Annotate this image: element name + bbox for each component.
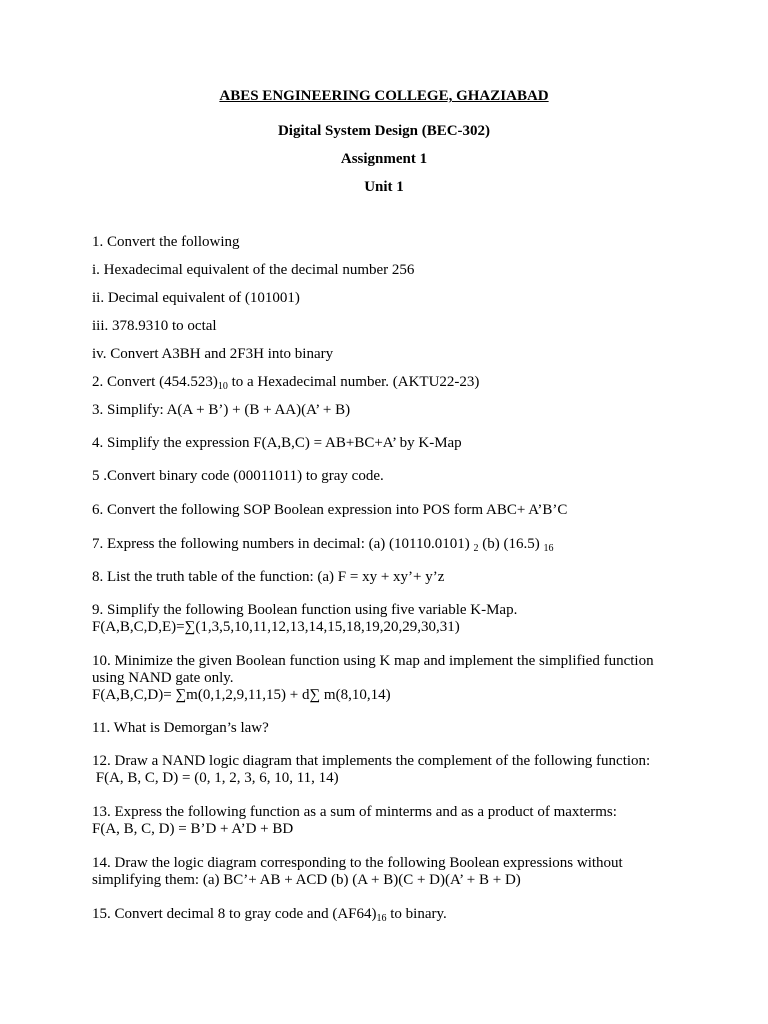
question-9-line-1: 9. Simplify the following Boolean function using five variable K-Map. (92, 602, 518, 618)
question-7-mid: (b) (16.5) (478, 536, 544, 552)
question-13-line-2: F(A, B, C, D) = B’D + A’D + BD (92, 821, 294, 837)
question-7-base-b: 16 (543, 543, 554, 554)
question-2-post: to a Hexadecimal number. (AKTU22-23) (227, 374, 480, 390)
question-4: 4. Simplify the expression F(A,B,C) = AB+BC+A’ by K-Map (92, 435, 462, 451)
question-12-line-2: F(A, B, C, D) = (0, 1, 2, 3, 6, 10, 11, 14) (92, 770, 339, 786)
question-7-pre: 7. Express the following numbers in decimal: (a) (10110.0101) (92, 536, 474, 552)
question-12-line-1: 12. Draw a NAND logic diagram that implements the complement of the following function: (92, 753, 651, 769)
unit-title: Unit 1 (364, 179, 404, 195)
question-2 (92, 374, 692, 391)
question-15-post: to binary. (386, 906, 447, 922)
question-10-line-3: F(A,B,C,D)= ∑m(0,1,2,9,11,15) + d∑ m(8,10,14) (92, 687, 391, 703)
question-10-line-1: 10. Minimize the given Boolean function using K map and implement the simplified function (92, 653, 654, 669)
question-9 (92, 602, 692, 636)
question-15-pre: 15. Convert decimal 8 to gray code and (AF64) (92, 906, 377, 922)
question-9-line-2: F(A,B,C,D,E)=∑(1,3,5,10,11,12,13,14,15,18,19,20,29,30,31) (92, 619, 460, 635)
question-11: 11. What is Demorgan’s law? (92, 720, 269, 736)
question-1-i: i. Hexadecimal equivalent of the decimal number 256 (92, 262, 415, 278)
question-13-line-1: 13. Express the following function as a sum of minterms and as a product of maxterms: (92, 804, 617, 820)
college-title: ABES ENGINEERING COLLEGE, GHAZIABAD (219, 88, 549, 104)
assignment-title: Assignment 1 (340, 151, 428, 167)
question-3: 3. Simplify: A(A + B’) + (B + AA)(A’ + B) (92, 402, 351, 418)
question-8: 8. List the truth table of the function: (a) F = xy + xy’+ y’z (92, 569, 445, 585)
question-6: 6. Convert the following SOP Boolean expression into POS form ABC+ A’B’C (92, 502, 568, 518)
question-14-line-2: simplifying them: (a) BC’+ AB + ACD (b) (A + B)(C + D)(A’ + B + D) (92, 872, 521, 888)
question-10 (92, 653, 692, 704)
question-1-ii: ii. Decimal equivalent of (101001) (92, 290, 300, 306)
question-14 (92, 855, 692, 889)
question-14-line-1: 14. Draw the logic diagram corresponding to the following Boolean expressions without (92, 855, 623, 871)
question-1-iii: iii. 378.9310 to octal (92, 318, 217, 334)
question-15-base: 16 (376, 913, 387, 924)
question-15 (92, 906, 692, 923)
course-title: Digital System Design (BEC-302) (277, 123, 491, 139)
question-1: 1. Convert the following (92, 234, 240, 250)
question-7 (92, 536, 692, 553)
question-2-base: 10 (217, 381, 228, 392)
question-7-base-a: 2 (473, 543, 479, 554)
question-5: 5 .Convert binary code (00011011) to gray code. (92, 468, 384, 484)
question-13 (92, 804, 692, 838)
question-12 (92, 753, 692, 787)
question-2-pre: 2. Convert (454.523) (92, 374, 218, 390)
question-10-line-2: using NAND gate only. (92, 670, 234, 686)
question-1-iv: iv. Convert A3BH and 2F3H into binary (92, 346, 334, 362)
